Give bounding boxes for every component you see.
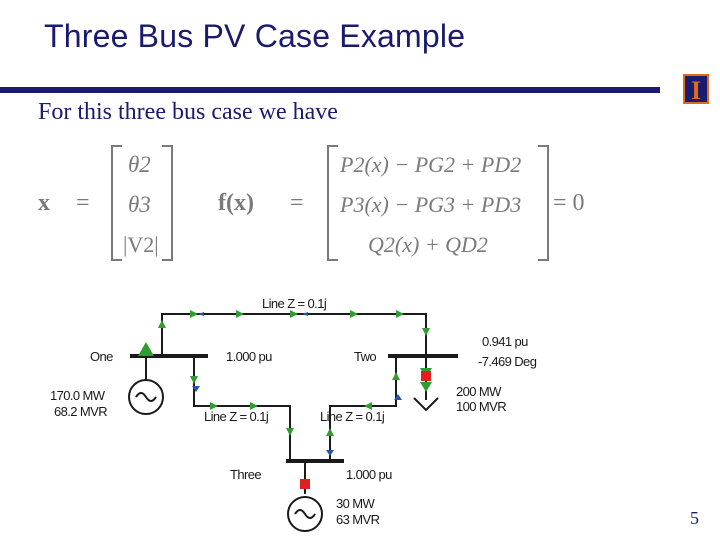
- bus-one-name: One: [90, 349, 113, 364]
- flow-arrow-icon: [190, 310, 198, 318]
- gen-one-output-icon: [138, 342, 154, 356]
- flow-arrow-icon: [290, 310, 298, 318]
- load-two-breaker[interactable]: [421, 371, 431, 381]
- flow-arrow-icon: [286, 428, 294, 436]
- f-vector-item: P3(x) − PG3 + PD3: [340, 192, 522, 217]
- gen-three-breaker[interactable]: [300, 479, 310, 489]
- gen-three-mw: 30 MW: [336, 496, 375, 511]
- power-system-diagram: [129, 314, 458, 531]
- flow-arrow-icon: [350, 310, 358, 318]
- gen-one-wave: [136, 393, 156, 401]
- f-vector-item: P2(x) − PG2 + PD2: [340, 152, 522, 177]
- intro-text: For this three bus case we have: [38, 99, 338, 125]
- bus-one-voltage: 1.000 pu: [226, 349, 272, 364]
- university-logo: I: [683, 74, 709, 104]
- flow-arrows: [138, 310, 432, 436]
- flow-arrow-icon: [326, 450, 334, 456]
- line-top: [162, 314, 426, 356]
- bus-two-name: Two: [354, 349, 377, 364]
- x-label: x: [38, 190, 50, 216]
- x-vector-item: |V2|: [123, 232, 159, 257]
- flow-arrow-icon: [158, 320, 166, 328]
- load-two-mw: 200 MW: [456, 384, 501, 399]
- line-top-label: Line Z = 0.1j: [262, 296, 327, 311]
- gen-one-mvr: 68.2 MVR: [54, 404, 108, 419]
- flow-arrow-icon: [326, 428, 334, 436]
- bus-three-name: Three: [230, 467, 261, 482]
- rhs-zero: = 0: [553, 190, 585, 216]
- load-two-mvr: 100 MVR: [456, 399, 506, 414]
- f-label: f(x): [218, 190, 254, 216]
- line-right-label: Line Z = 0.1j: [320, 409, 385, 424]
- gen-three-wave: [295, 510, 315, 518]
- f-equals: =: [290, 190, 304, 216]
- slide-title: Three Bus PV Case Example: [44, 18, 466, 54]
- flow-arrow-icon: [396, 310, 404, 318]
- flow-arrow-icon: [190, 376, 198, 384]
- page-number: 5: [690, 508, 699, 528]
- gen-three-mvr: 63 MVR: [336, 512, 380, 527]
- gen-one-mw: 170.0 MW: [50, 388, 105, 403]
- bus-three-voltage: 1.000 pu: [346, 467, 392, 482]
- flow-arrow-icon: [422, 328, 430, 336]
- x-vector-bracket-left: [112, 146, 122, 260]
- bus-two-angle: -7.469 Deg: [478, 354, 537, 369]
- flow-arrow-icon: [198, 312, 204, 316]
- flow-arrow-icon: [420, 382, 432, 392]
- equation: [38, 146, 585, 260]
- flow-arrow-icon: [392, 372, 400, 380]
- x-vector-item: θ2: [128, 152, 151, 177]
- flow-arrow-icon: [236, 310, 244, 318]
- f-vector-bracket-right: [538, 146, 548, 260]
- flow-arrows-blue: [192, 312, 402, 456]
- f-vector-item: Q2(x) + QD2: [368, 232, 488, 257]
- bus-two-voltage: 0.941 pu: [482, 334, 528, 349]
- x-vector-bracket-right: [162, 146, 172, 260]
- line-left-label: Line Z = 0.1j: [204, 409, 269, 424]
- f-vector-bracket-left: [328, 146, 338, 260]
- flow-arrow-icon: [302, 312, 308, 316]
- diagram-labels: [50, 296, 537, 527]
- x-equals: =: [76, 190, 90, 216]
- x-vector-item: θ3: [128, 192, 151, 217]
